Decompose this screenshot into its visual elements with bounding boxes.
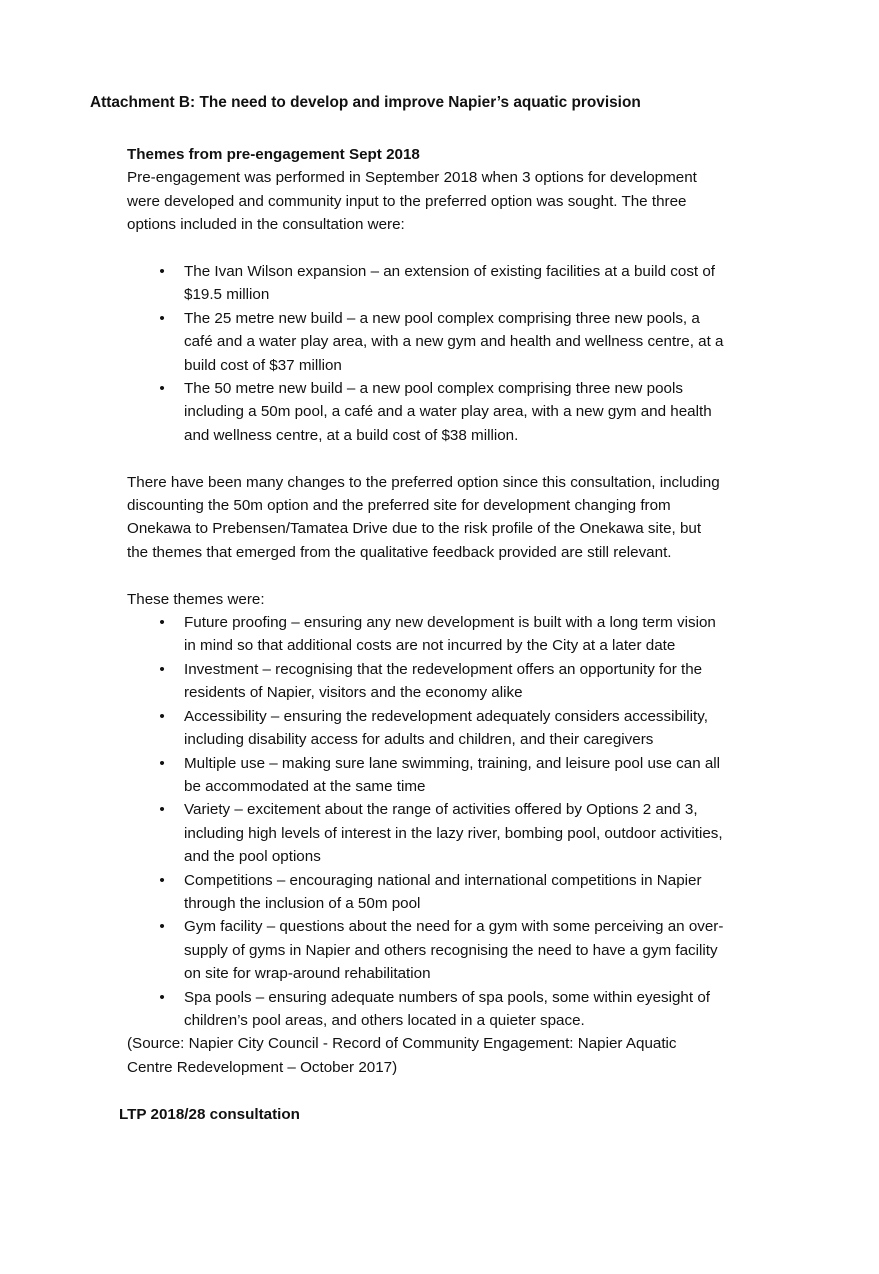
list-item-line: including a 50m pool, a café and a water play area, with a new gym and health (184, 403, 712, 421)
bullet-icon: • (159, 660, 165, 678)
intro-line: were developed and community input to the preferred option was sought. The three (127, 192, 687, 210)
list-item-line: Gym facility – questions about the need for a gym with some perceiving an over- (184, 918, 724, 936)
list-item-line: The 50 metre new build – a new pool complex comprising three new pools (184, 380, 683, 398)
list-item-line: and wellness centre, at a build cost of $38 million. (184, 426, 519, 444)
bullet-icon: • (159, 801, 165, 819)
spacer (127, 447, 792, 470)
list-item-line: Competitions – encouraging national and international competitions in Napier (184, 871, 702, 889)
list-item (127, 658, 792, 705)
list-item-line: through the inclusion of a 50m pool (184, 894, 421, 912)
bullet-icon: • (159, 871, 165, 889)
source-line: Centre Redevelopment – October 2017) (127, 1058, 398, 1076)
intro-line: Pre-engagement was performed in September 2018 when 3 options for development (127, 169, 697, 187)
ltp-consultation-heading: LTP 2018/28 consultation (119, 1106, 300, 1123)
source-line: (Source: Napier City Council - Record of Community Engagement: Napier Aquatic (127, 1035, 677, 1053)
bullet-icon: • (159, 380, 165, 398)
list-item (127, 307, 792, 377)
list-item-line: children’s pool areas, and others located in a quieter space. (184, 1011, 585, 1029)
changes-line: the themes that emerged from the qualitative feedback provided are still relevant. (127, 543, 672, 561)
bullet-icon: • (159, 707, 165, 725)
list-item-line: in mind so that additional costs are not incurred by the City at a later date (184, 637, 676, 655)
changes-paragraph (127, 471, 792, 565)
list-item-line: build cost of $37 million (184, 356, 342, 374)
list-item (127, 869, 792, 916)
list-item-line: be accommodated at the same time (184, 777, 426, 795)
list-item-line: and the pool options (184, 848, 321, 866)
list-item-line: Multiple use – making sure lane swimming, training, and leisure pool use can all (184, 754, 721, 772)
document-title: Attachment B: The need to develop and improve Napier’s aquatic provision (90, 94, 641, 111)
list-item (127, 611, 792, 658)
list-item-line: on site for wrap-around rehabilitation (184, 965, 431, 983)
list-item (127, 798, 792, 868)
list-item-line: The 25 metre new build – a new pool complex comprising three new pools, a (184, 309, 700, 327)
options-list (127, 260, 792, 447)
list-item-line: including disability access for adults and children, and their caregivers (184, 731, 654, 749)
themes-list (127, 611, 792, 1032)
list-item-line: including high levels of interest in the lazy river, bombing pool, outdoor activities, (184, 824, 723, 842)
changes-line: Onekawa to Prebensen/Tamatea Drive due to the risk profile of the Onekawa site, but (127, 520, 702, 538)
themes-section (127, 143, 792, 1079)
bullet-icon: • (159, 263, 165, 281)
themes-intro: These themes were: (127, 590, 265, 608)
list-item (127, 377, 792, 447)
list-item-line: residents of Napier, visitors and the economy alike (184, 684, 523, 702)
list-item-line: Future proofing – ensuring any new development is built with a long term vision (184, 614, 716, 632)
list-item (127, 915, 792, 985)
themes-heading: Themes from pre-engagement Sept 2018 (127, 146, 420, 163)
intro-paragraph (127, 166, 792, 236)
list-item-line: Accessibility – ensuring the redevelopment adequately considers accessibility, (184, 707, 708, 725)
list-item-line: Spa pools – ensuring adequate numbers of spa pools, some within eyesight of (184, 988, 710, 1006)
list-item-line: café and a water play area, with a new gym and health and wellness centre, at a (184, 333, 724, 351)
intro-line: options included in the consultation were: (127, 216, 405, 234)
changes-line: discounting the 50m option and the preferred site for development changing from (127, 497, 671, 515)
bullet-icon: • (159, 988, 165, 1006)
spacer (127, 564, 792, 587)
source-citation (127, 1032, 792, 1079)
bullet-icon: • (159, 918, 165, 936)
list-item (127, 752, 792, 799)
list-item-line: The Ivan Wilson expansion – an extension of existing facilities at a build cost of (184, 263, 716, 281)
bullet-icon: • (159, 754, 165, 772)
list-item (127, 260, 792, 307)
list-item-line: Variety – excitement about the range of activities offered by Options 2 and 3, (184, 801, 698, 819)
list-item-line: supply of gyms in Napier and others recognising the need to have a gym facility (184, 941, 718, 959)
list-item-line: $19.5 million (184, 286, 270, 304)
spacer (127, 237, 792, 260)
changes-line: There have been many changes to the preferred option since this consultation, including (127, 473, 720, 491)
list-item (127, 705, 792, 752)
bullet-icon: • (159, 309, 165, 327)
bullet-icon: • (159, 614, 165, 632)
list-item (127, 986, 792, 1033)
list-item-line: Investment – recognising that the redevelopment offers an opportunity for the (184, 660, 703, 678)
